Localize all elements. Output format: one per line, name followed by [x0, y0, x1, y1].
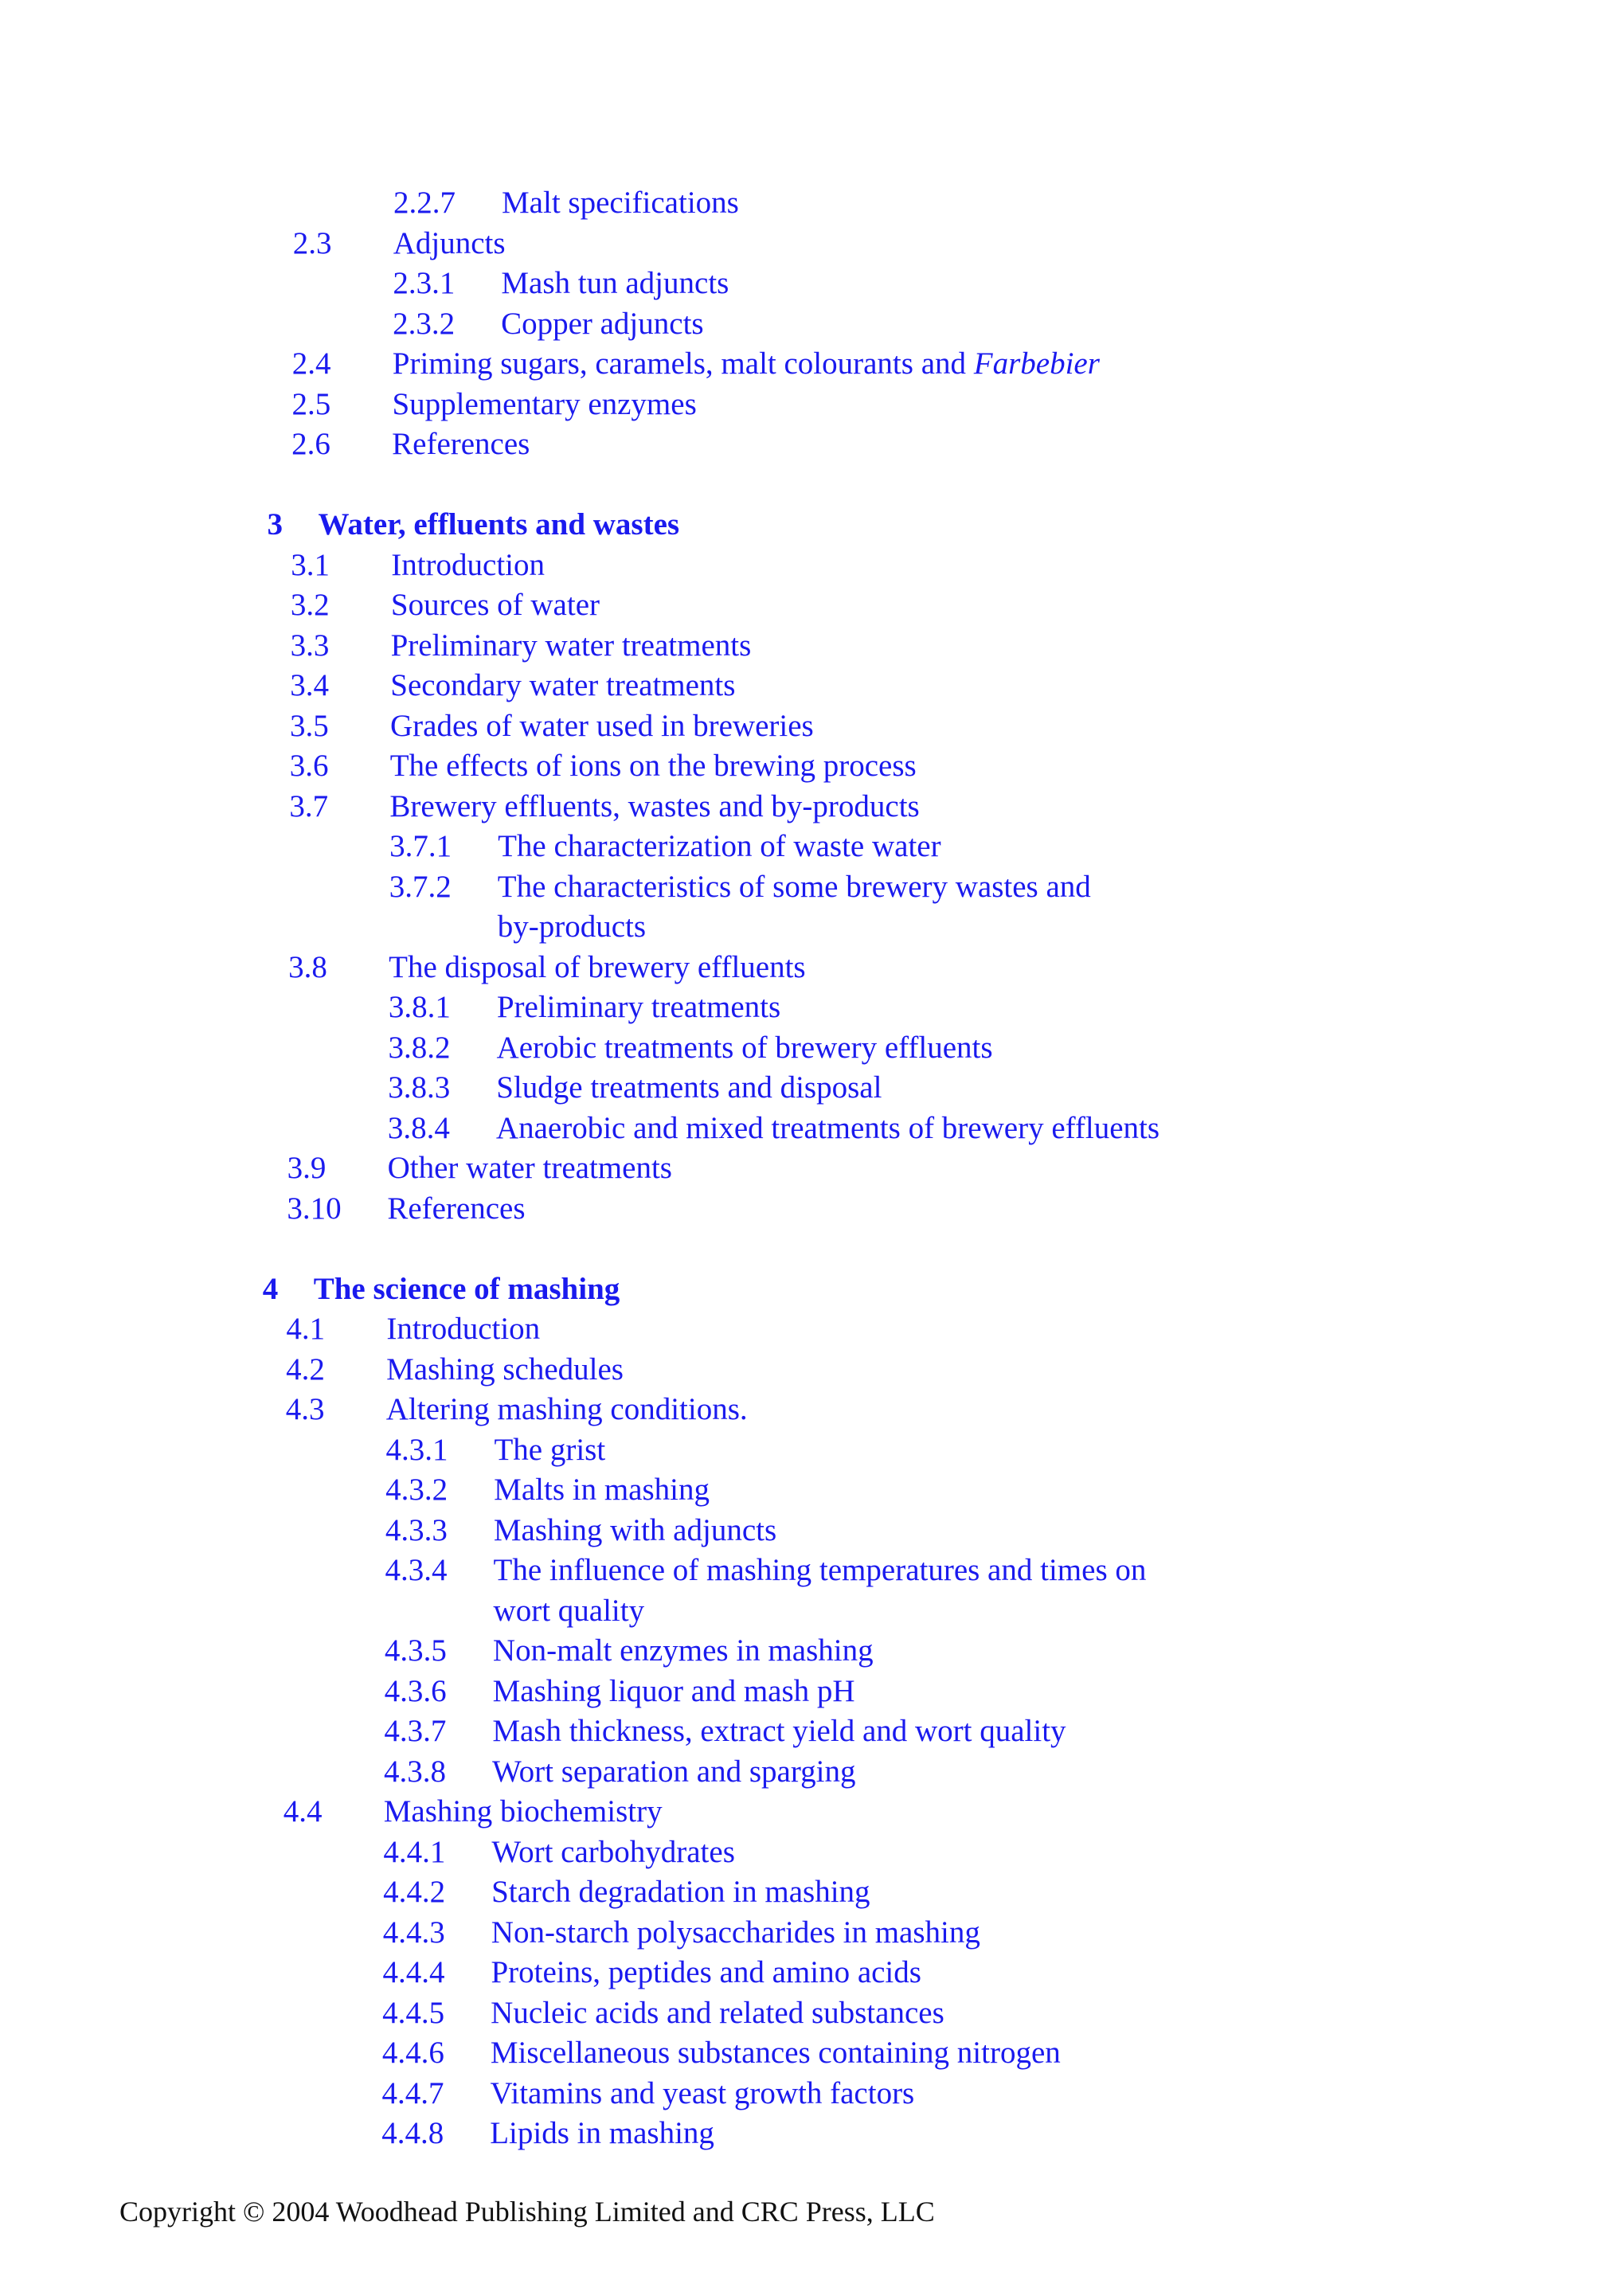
toc-entry-title-text: Anaerobic and mixed treatments of brewery effluents	[495, 1110, 1160, 1145]
toc-entry-title	[319, 505, 680, 545]
toc-entry-title	[491, 2074, 915, 2114]
toc-entry-title-text: The effects of ions on the brewing process	[389, 749, 917, 783]
toc-entry[interactable]	[0, 746, 1619, 786]
toc-entry-title-text: Wort carbohydrates	[491, 1834, 735, 1869]
toc-entry-title	[497, 988, 780, 1027]
toc-entry-number: 4.4.2	[383, 1875, 446, 1909]
toc-entry-title-text: Mashing biochemistry	[383, 1794, 663, 1829]
toc-entry-number: 2.3	[292, 225, 332, 260]
toc-entry[interactable]	[0, 424, 1619, 464]
toc-entry[interactable]	[0, 264, 1619, 303]
toc-entry-title-text: Wort separation and sparging	[492, 1754, 856, 1789]
toc-entry[interactable]	[0, 1913, 1619, 1953]
toc-entry-title-text: Secondary water treatments	[390, 668, 736, 702]
toc-entry-title	[496, 1068, 882, 1108]
toc-entry[interactable]	[0, 1470, 1619, 1510]
toc-entry-title	[491, 1953, 921, 1993]
toc-entry-title-text: Malts in mashing	[494, 1473, 710, 1507]
toc-entry-title-text: Introduction	[386, 1312, 541, 1346]
toc-entry-number: 3.8.3	[388, 1070, 451, 1105]
toc-entry-title	[314, 1269, 620, 1309]
toc-entry-title	[386, 1390, 748, 1430]
toc-entry-title-text: Sources of water	[390, 588, 600, 622]
toc-entry[interactable]	[0, 1148, 1619, 1188]
copyright-footer: Copyright © 2004 Woodhead Publishing Limited and CRC Press, LLC	[119, 2196, 935, 2228]
toc-entry[interactable]	[0, 1511, 1619, 1551]
toc-entry-title	[491, 1913, 980, 1953]
toc-entry-title	[498, 827, 941, 866]
toc-entry[interactable]	[0, 1390, 1619, 1430]
toc-entry[interactable]	[0, 1953, 1619, 1993]
toc-entry[interactable]	[0, 1752, 1619, 1792]
toc-entry-title	[494, 1430, 605, 1470]
toc-entry[interactable]	[0, 1068, 1619, 1108]
toc-entry[interactable]	[0, 1551, 1619, 1590]
toc-entry-number: 3.8.2	[388, 1030, 451, 1065]
toc-entry-title-text: The science of mashing	[313, 1271, 620, 1306]
toc-entry-title-text: References	[387, 1191, 526, 1226]
toc-entry-title	[393, 224, 506, 264]
toc-entry-number: 4.4.5	[382, 1995, 445, 2030]
toc-entry-title	[502, 183, 739, 223]
toc-entry-title-text: Vitamins and yeast growth factors	[490, 2075, 915, 2110]
toc-entry-number: 3.8.4	[387, 1110, 450, 1145]
toc-entry-continuation-text: wort quality	[493, 1593, 645, 1628]
toc-entry-number: 4.3.3	[385, 1512, 448, 1547]
toc-entry-title	[388, 1148, 672, 1188]
toc-entry-title-text: Proteins, peptides and amino acids	[491, 1955, 921, 1989]
toc-entry-number: 4.4.4	[382, 1955, 445, 1989]
toc-entry-number: 3.5	[290, 708, 329, 743]
toc-entry-title	[390, 666, 735, 706]
toc-entry-title-text: Mashing schedules	[386, 1351, 624, 1387]
toc-entry-title-text: Grades of water used in breweries	[390, 708, 814, 743]
toc-entry-title	[491, 1832, 735, 1872]
toc-entry-number: 4.1	[286, 1312, 326, 1346]
toc-entry-title	[501, 304, 704, 344]
toc-entry-number: 4.3.8	[384, 1754, 446, 1789]
toc-entry-title	[494, 1470, 710, 1510]
toc-entry[interactable]	[0, 827, 1619, 866]
toc-entry-title-text: Introduction	[391, 547, 546, 582]
toc-entry-number: 4	[262, 1271, 279, 1306]
toc-entry-title	[392, 424, 530, 464]
toc-entry[interactable]	[0, 1028, 1619, 1068]
toc-entry-number: 4.3.2	[385, 1473, 448, 1507]
toc-entry-title	[389, 787, 919, 827]
toc-entry-number: 4.3.6	[384, 1673, 447, 1708]
toc-entry-title-text: Adjuncts	[393, 225, 506, 260]
toc-entry-title-italic: Farbebier	[973, 346, 1100, 381]
toc-entry-title-text: Supplementary enzymes	[392, 386, 697, 421]
toc-entry-title	[491, 2033, 1061, 2073]
toc-entry-number: 3.7.1	[389, 829, 452, 863]
toc-entry[interactable]	[0, 626, 1619, 666]
toc-entry-number: 3	[267, 507, 284, 542]
toc-entry-title-text: Lipids in mashing	[490, 2116, 714, 2150]
toc-entry-number: 3.4	[290, 668, 330, 702]
toc-entry-title-text: The characterization of waste water	[498, 829, 941, 863]
toc-entry-number: 4.4.7	[381, 2075, 444, 2110]
toc-entry[interactable]	[0, 2114, 1619, 2153]
toc-entry-number: 2.3.2	[393, 306, 456, 341]
toc-entry[interactable]	[0, 1109, 1619, 1148]
toc-entry[interactable]	[0, 787, 1619, 827]
toc-entry-number: 2.3.1	[393, 266, 456, 300]
toc-entry-number: 4.4.6	[381, 2036, 444, 2070]
toc-entry-number: 3.3	[290, 628, 330, 663]
toc-entry-number: 3.6	[289, 749, 329, 783]
toc-entry-number: 3.8.1	[388, 990, 451, 1024]
toc-entry-title-text: Miscellaneous substances containing nitrogen	[490, 2036, 1061, 2070]
toc-entry-number: 4.3.4	[385, 1553, 448, 1587]
toc-entry-title	[492, 1711, 1066, 1751]
toc-entry-title-text: The grist	[494, 1432, 606, 1467]
toc-entry-number: 4.3.5	[384, 1633, 447, 1668]
toc-entry-title-text: Preliminary water treatments	[390, 628, 752, 663]
toc-entry-title-text: Brewery effluents, wastes and by-products	[389, 788, 920, 823]
toc-entry[interactable]	[0, 1189, 1619, 1229]
toc-entry[interactable]	[0, 546, 1619, 585]
toc-entry[interactable]	[0, 304, 1619, 344]
toc-entry[interactable]	[0, 1309, 1619, 1349]
toc-entry-number: 4.4.8	[381, 2116, 444, 2150]
toc-entry[interactable]	[0, 1872, 1619, 1912]
toc-entry-number: 3.8	[288, 949, 327, 984]
toc-entry-title	[386, 1350, 624, 1390]
toc-entry-number: 3.7	[289, 788, 329, 823]
toc-entry-title-text: Aerobic treatments of brewery effluents	[496, 1030, 993, 1065]
toc-entry-number: 2.2.7	[393, 186, 456, 220]
toc-entry[interactable]	[0, 706, 1619, 746]
toc-entry-title	[390, 706, 814, 746]
toc-entry[interactable]	[0, 948, 1619, 988]
toc-entry-title	[490, 2114, 714, 2153]
toc-entry-title-text: Sludge treatments and disposal	[496, 1070, 882, 1105]
toc-entry-title-text: Non-starch polysaccharides in mashing	[491, 1915, 980, 1950]
toc-entry-number: 4.3.1	[385, 1432, 448, 1467]
toc-entry-title-text: Mash thickness, extract yield and wort quality	[492, 1714, 1066, 1748]
toc-entry-number: 3.9	[287, 1151, 327, 1185]
toc-entry-title	[391, 585, 600, 625]
toc-entry[interactable]	[0, 344, 1619, 384]
toc-entry-title-text: Other water treatments	[387, 1151, 672, 1185]
toc-entry-title-text: The characteristics of some brewery wastes and	[497, 869, 1091, 904]
toc-entry-title	[384, 1792, 663, 1832]
toc-entry[interactable]	[0, 1792, 1619, 1832]
toc-entry-title-text: Non-malt enzymes in mashing	[492, 1633, 874, 1668]
toc-entry[interactable]	[0, 988, 1619, 1027]
toc-entry-title-text: Nucleic acids and related substances	[491, 1995, 944, 2030]
toc-entry-title-text: Starch degradation in mashing	[491, 1875, 870, 1909]
toc-entry[interactable]	[0, 666, 1619, 706]
toc-entry-title	[494, 1551, 1147, 1590]
toc-entry-title	[491, 1872, 870, 1912]
toc-entry-number: 2.4	[291, 346, 331, 381]
toc-entry-number: 4.2	[286, 1351, 325, 1387]
toc-entry-title-text: Preliminary treatments	[496, 990, 781, 1024]
toc-entry-number: 4.4	[283, 1794, 323, 1829]
toc-entry-continuation[interactable]	[0, 1591, 1619, 1631]
toc-entry[interactable]	[0, 1631, 1619, 1671]
toc-entry-title	[391, 626, 752, 666]
toc-entry-title	[497, 1028, 993, 1068]
toc-entry[interactable]	[0, 1711, 1619, 1751]
toc-entry-title-text: Mash tun adjuncts	[501, 266, 729, 300]
toc-entry-title	[493, 1631, 874, 1671]
toc-entry-title-text: Altering mashing conditions.	[385, 1392, 748, 1426]
toc-entry-title	[498, 867, 1091, 907]
toc-entry-title-text: The disposal of brewery effluents	[389, 949, 806, 984]
toc-entry-number: 4.3.7	[384, 1714, 447, 1748]
toc-entry-title	[392, 385, 696, 424]
toc-entry[interactable]	[0, 1350, 1619, 1390]
toc-entry-title	[493, 1672, 855, 1711]
toc-entry-title-text: The influence of mashing temperatures and times on	[493, 1553, 1147, 1587]
toc-entry-title	[390, 746, 917, 786]
toc-entry-number: 4.4.1	[383, 1834, 446, 1869]
toc-chapter-heading[interactable]	[0, 1269, 1619, 1309]
toc-chapter-heading[interactable]	[0, 505, 1619, 545]
toc-entry-number: 3.7.2	[389, 869, 452, 904]
toc-entry-title-text: Priming sugars, caramels, malt colourants and	[392, 346, 974, 381]
toc-entry[interactable]	[0, 2033, 1619, 2073]
toc-entry-title-text: Mashing liquor and mash pH	[492, 1673, 855, 1708]
toc-entry[interactable]	[0, 385, 1619, 424]
toc-entry-title-text: References	[392, 427, 530, 461]
toc-entry-title	[387, 1189, 525, 1229]
toc-entry-title	[501, 264, 729, 303]
toc-entry-title	[496, 1109, 1160, 1148]
toc-entry-continuation[interactable]	[0, 907, 1619, 947]
toc-entry-number: 3.10	[287, 1191, 342, 1226]
toc-entry[interactable]	[0, 2074, 1619, 2114]
toc-entry-number: 2.6	[291, 427, 330, 461]
toc-entry[interactable]	[0, 224, 1619, 264]
toc-entry-title	[391, 546, 545, 585]
toc-entry-title	[494, 1511, 776, 1551]
toc-entry[interactable]	[0, 1430, 1619, 1470]
toc-entry-title-text: Malt specifications	[502, 186, 739, 220]
toc-entry-title	[491, 1993, 944, 2033]
toc-entry[interactable]	[0, 1993, 1619, 2033]
toc-entry-number: 2.5	[291, 386, 331, 421]
toc-entry[interactable]	[0, 585, 1619, 625]
toc-entry-title-text: Copper adjuncts	[501, 306, 704, 341]
toc-entry-number: 3.2	[290, 588, 330, 622]
toc-entry[interactable]	[0, 1672, 1619, 1711]
toc-entry-number: 4.4.3	[382, 1915, 445, 1950]
toc-entry[interactable]	[0, 867, 1619, 907]
toc-entry-title	[386, 1309, 540, 1349]
toc-entry-number: 3.1	[291, 547, 330, 582]
toc-entry-number: 4.3	[285, 1392, 325, 1426]
toc-entry-title	[389, 948, 805, 988]
toc-entry[interactable]	[0, 1832, 1619, 1872]
toc-entry-continuation-text: by-products	[497, 909, 647, 944]
toc-entry[interactable]	[0, 183, 1619, 223]
toc-entry-title-text: Mashing with adjuncts	[493, 1512, 777, 1547]
toc-entry-title	[492, 1752, 855, 1792]
toc-entry-title-text: Water, effluents and wastes	[318, 507, 680, 542]
toc-entry-title	[393, 344, 1100, 384]
